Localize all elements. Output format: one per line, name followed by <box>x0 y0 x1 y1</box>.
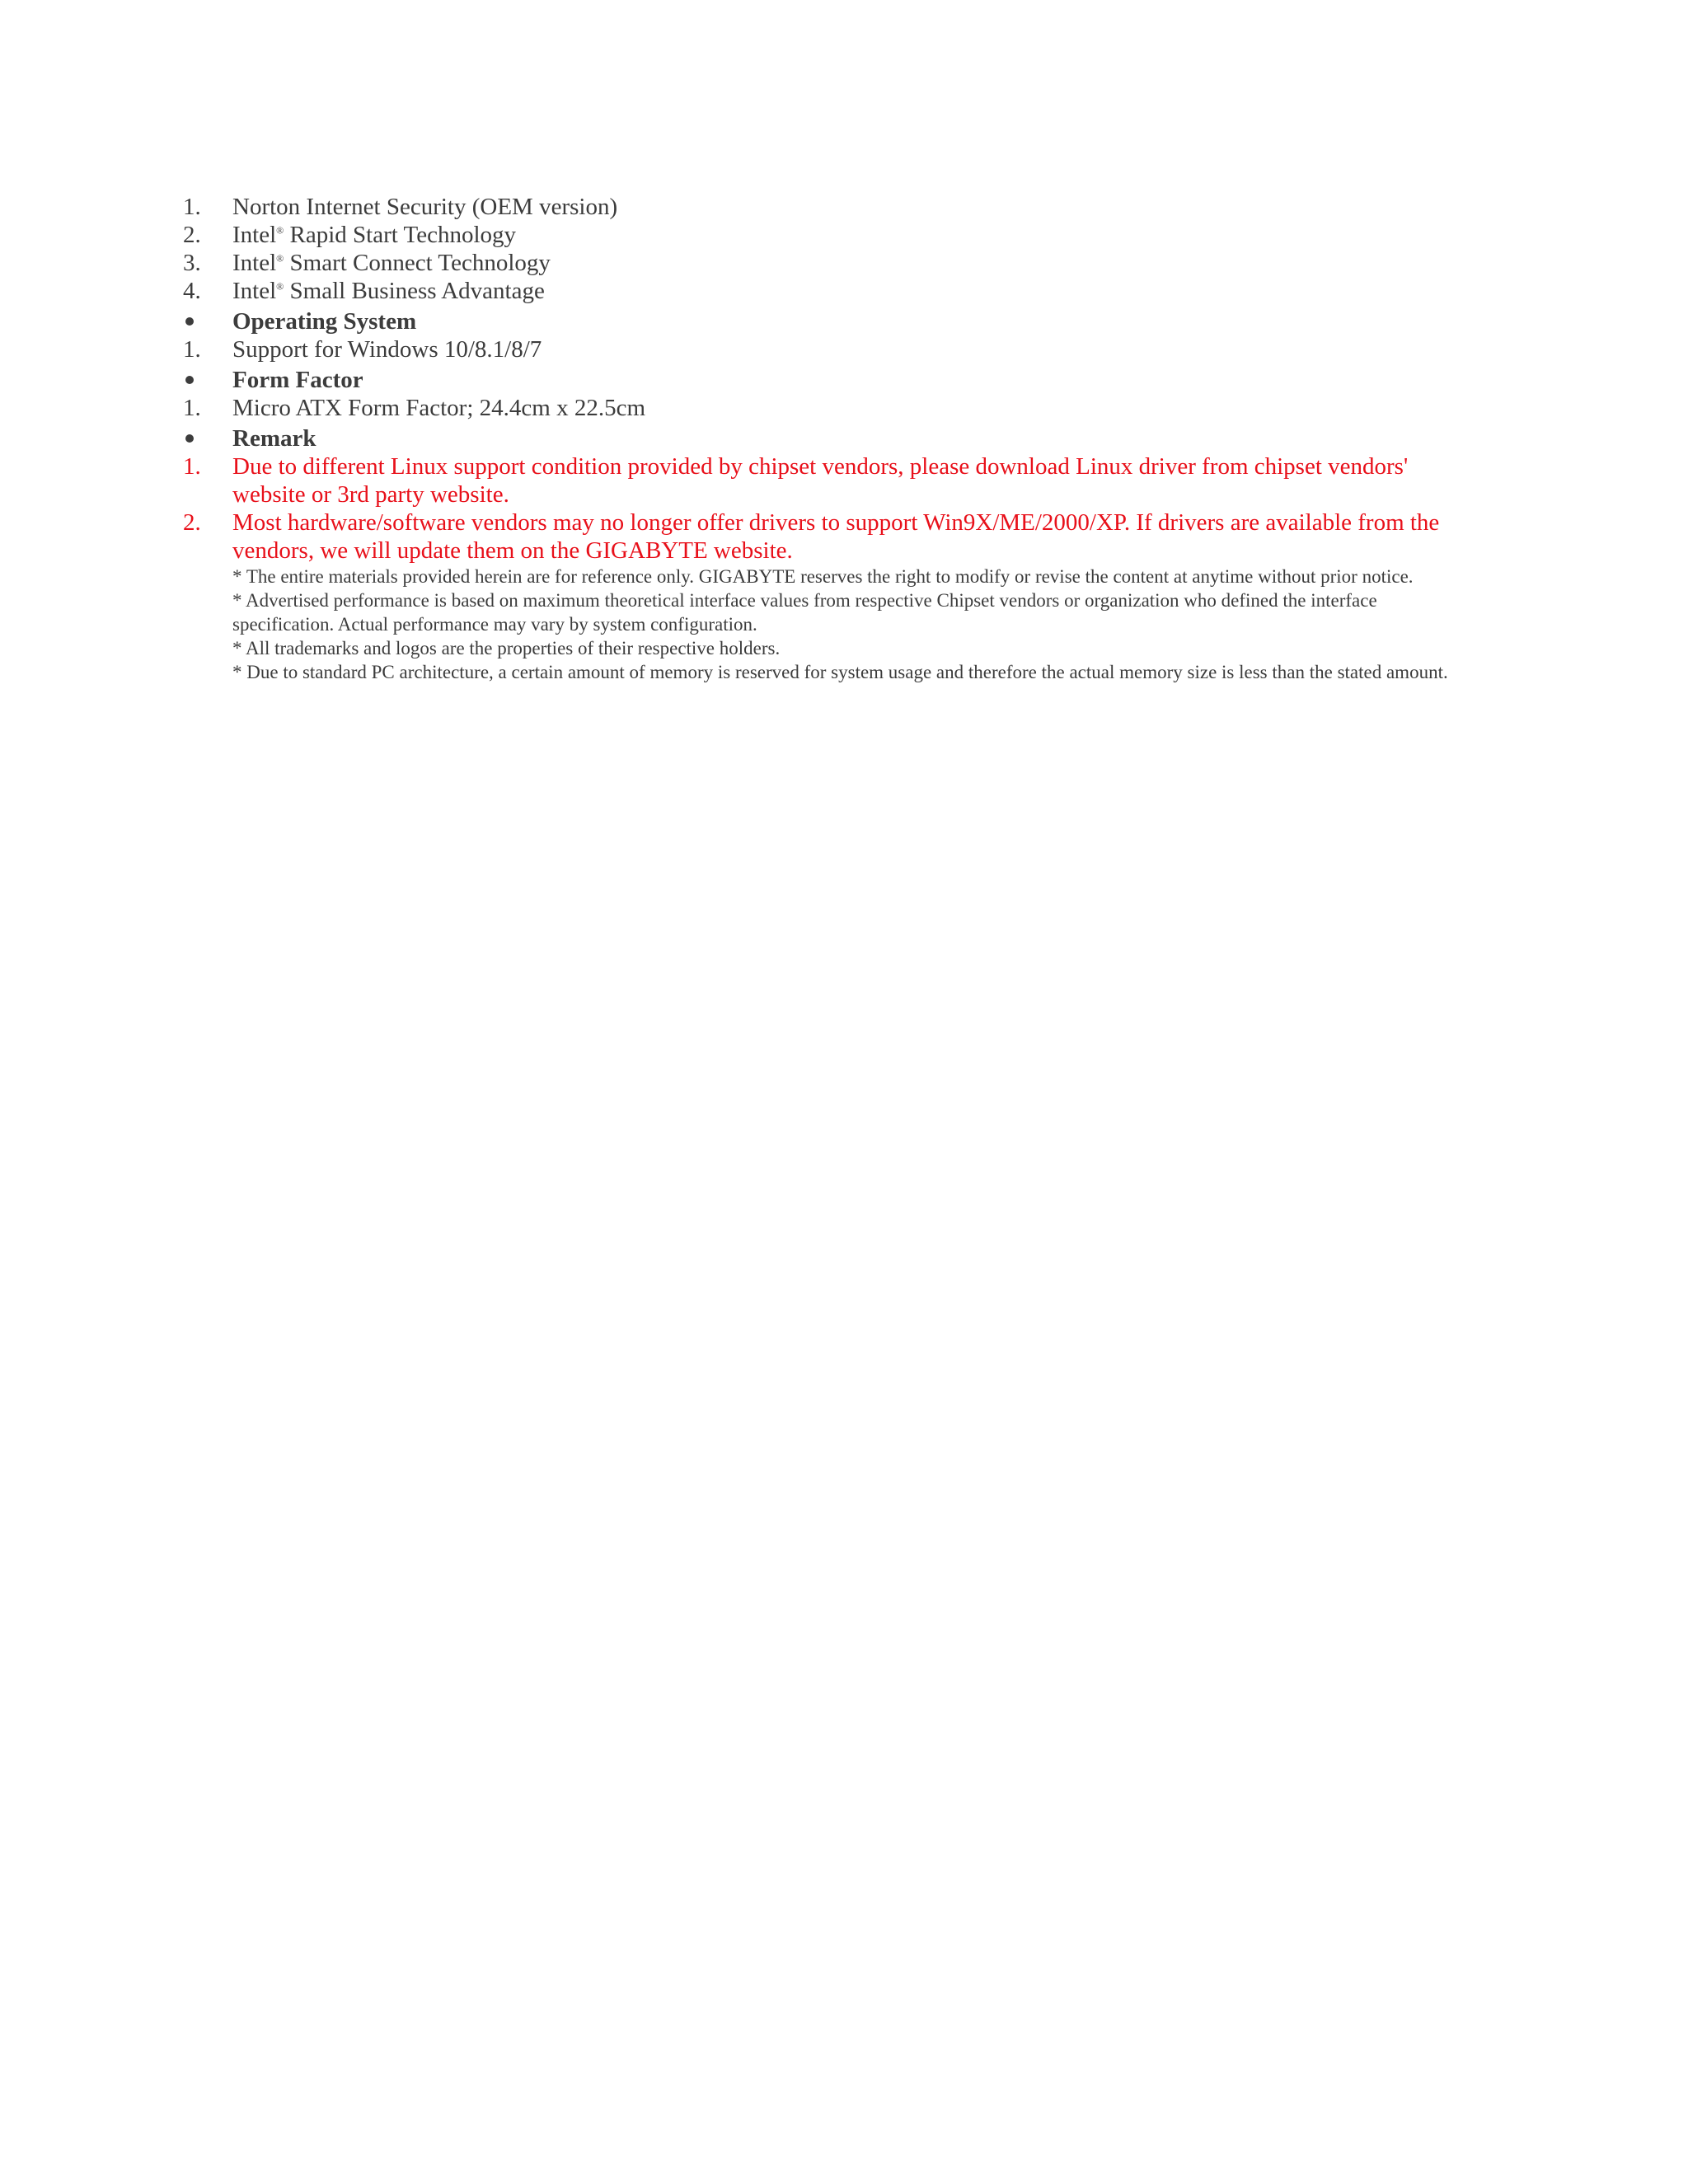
remark-item <box>183 509 1452 565</box>
list-number: 1. <box>183 336 201 363</box>
registered-mark: ® <box>276 280 284 293</box>
remark-text: Due to different Linux support condition provided by chipset vendors, please download Linux driver from chipset vendors' website or 3rd party website. <box>232 453 1409 508</box>
section-title: Form Factor <box>232 367 363 393</box>
brand-name: Intel <box>232 278 277 304</box>
list-item <box>183 394 1452 422</box>
list-item-text <box>232 277 1452 305</box>
list-number: 1. <box>183 194 201 220</box>
registered-mark: ® <box>276 224 284 237</box>
list-number: 1. <box>183 395 201 421</box>
disclaimer-note: * The entire materials provided herein are for reference only. GIGABYTE reserves the right to modify or revise the content at anytime without prior notice. <box>232 566 1414 587</box>
bullet-icon <box>183 366 232 394</box>
product-name: Small Business Advantage <box>284 278 545 304</box>
list-item-text: Support for Windows 10/8.1/8/7 <box>232 336 542 363</box>
registered-mark: ® <box>276 252 284 265</box>
brand-name: Intel <box>232 250 277 276</box>
section-heading-remark <box>183 424 1452 452</box>
section-title: Remark <box>232 425 316 452</box>
list-item <box>183 277 1452 305</box>
remark-item <box>183 452 1452 509</box>
brand-name: Intel <box>232 222 277 248</box>
disclaimer-note: * All trademarks and logos are the properties of their respective holders. <box>232 638 781 658</box>
list-number: 1. <box>183 453 201 480</box>
list-item <box>183 249 1452 277</box>
list-item-text: Micro ATX Form Factor; 24.4cm x 22.5cm <box>232 395 646 421</box>
list-item-text <box>232 221 1452 249</box>
bullet-icon <box>183 307 232 335</box>
disclaimer-note: * Due to standard PC architecture, a certain amount of memory is reserved for system usage and therefore the actual memory size is less than the stated amount. <box>232 662 1448 682</box>
product-name: Rapid Start Technology <box>284 222 517 248</box>
list-item <box>183 335 1452 363</box>
section-heading-operating-system <box>183 307 1452 335</box>
list-number: 2. <box>183 222 201 248</box>
list-item-text: Norton Internet Security (OEM version) <box>232 194 618 220</box>
product-name: Smart Connect Technology <box>284 250 551 276</box>
spec-content <box>183 193 1452 684</box>
section-title: Operating System <box>232 308 417 335</box>
section-heading-form-factor <box>183 366 1452 394</box>
bullet-icon <box>183 424 232 452</box>
list-item <box>183 193 1452 221</box>
list-number: 2. <box>183 509 201 536</box>
list-number: 3. <box>183 250 201 276</box>
list-item <box>183 221 1452 249</box>
list-number: 4. <box>183 278 201 304</box>
remark-text: Most hardware/software vendors may no longer offer drivers to support Win9X/ME/2000/XP. If drivers are available from the vendors, we will update them on the GIGABYTE website. <box>232 509 1440 564</box>
disclaimer-note: * Advertised performance is based on maximum theoretical interface values from respective Chipset vendors or organization who defined the interface specification. Actual performance may vary by system configuration. <box>232 590 1377 635</box>
list-item-text <box>232 249 1452 277</box>
